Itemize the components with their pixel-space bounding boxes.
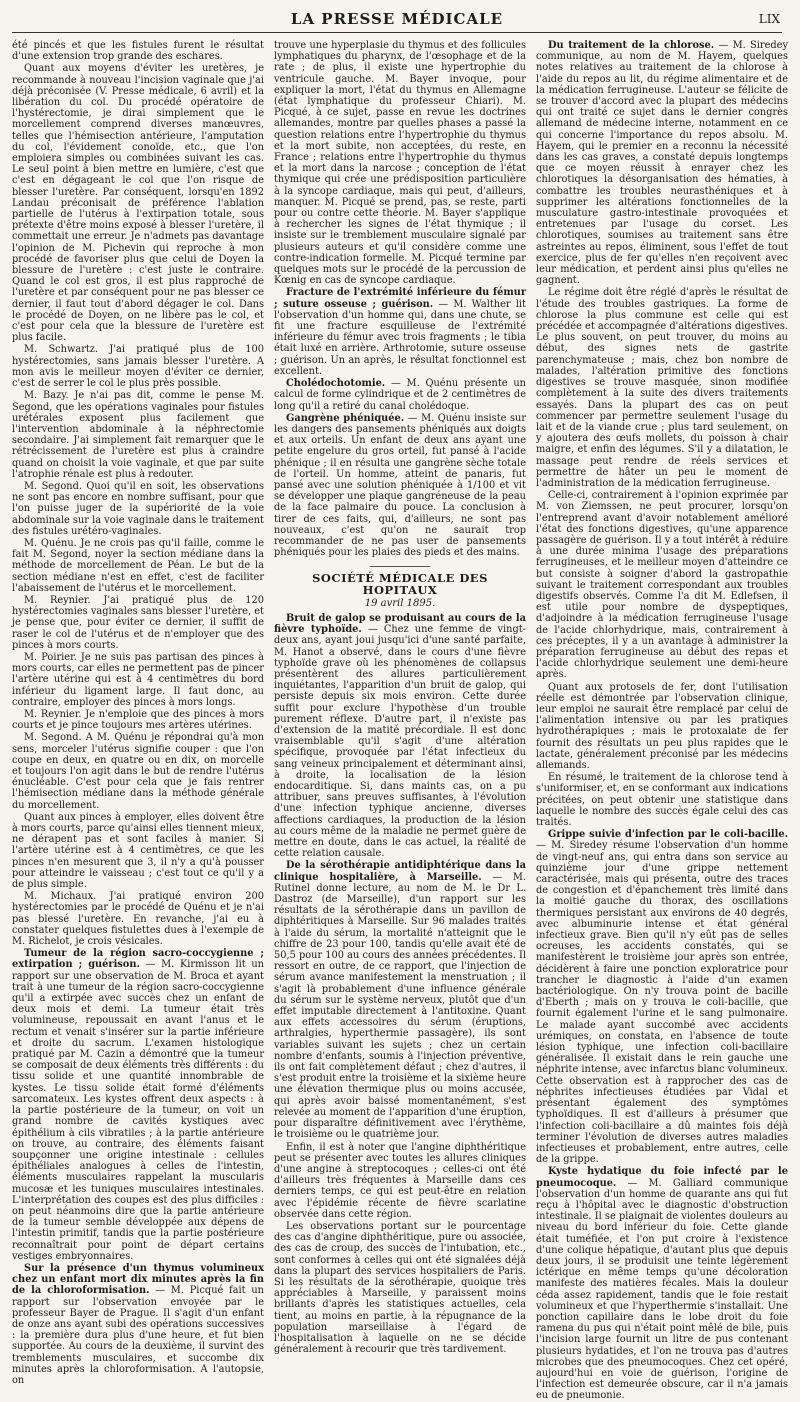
article-body: — M. Picqué fait un rapport sur l'observation envoyée par le professeur Bayer de Prague. Il s'agit d'un enfant de onze ans ayant subi des opérations successives : la première dura plus d'une heure, et fut bien supportée. Au cours de la deuxième, il survint des tremblements musculaires, et succombe dix minutes après la chloroformisation. A l'autopsie, on	[12, 1285, 264, 1386]
article-title: Kyste hydatique du foie infecté par le pneumocoque.	[536, 1166, 788, 1189]
article-title: Du traitement de la chlorose.	[548, 40, 715, 51]
paragraph: M. Segond. Quoi qu'il en soit, les observations ne sont pas encore en nombre suffisant, pour que l'on puisse juger de la supériorité de la voie abdominale sur la voie vaginale dans le traitement des fistules urétéro-vaginales.	[12, 480, 264, 537]
paragraph: Enfin, il est à noter que l'angine diphthéritique peut se présenter avec toutes les allures cliniques d'une angine à streptocoques ; celles-ci ont été d'ailleurs très fréquentes à Marseille dans ces derniers temps, ce qui est peut-être en relation avec l'épidémie récente de fièvre scarlatine observée dans cette région.	[274, 1141, 526, 1220]
paragraph: Quant aux moyens d'éviter les uretères, je recommande à nouveau l'incision vaginale que j'ai déjà préconisée (V. Presse médicale, 6 avril) et la libération du col. Du procédé opératoire de l'hystérectomie, je dirai simplement que le morcellement comprend diverses manœuvres, telles que l'hémisection antérieure, l'amputation du col, l'évidement conoïde, etc., que l'on emploiera simples ou combinées suivant les cas. Le seul point à bien mettre en lumière, c'est que c'est en dégageant le col que l'on risque de blesser l'uretère. Par conséquent, lorsqu'en 1892 Landau préconisait de préférence l'ablation partielle de l'utérus à l'extirpation totale, sous prétexte d'être moins exposé à blesser l'uretère, il commettait une erreur. Je n'admets pas davantage l'opinion de M. Pichevin qui reproche à mon procédé de favoriser plus que celui de Doyen la blessure de l'uretère : c'est juste le contraire. Quand le col est gros, il est plus rapproché de l'uretère et par conséquent pour ne pas blesser ce dernier, il faut tout d'abord dégager le col. Dans le procédé de Doyen, on ne libère pas le col, et c'est pour cela que la blessure de l'uretère est plus facile.	[12, 63, 264, 344]
paragraph: M. Michaux. J'ai pratiqué environ 200 hystérectomies par le procédé de Quénu et je n'ai pas blessé l'uretère. En revanche, j'ai eu à constater quelques fistulettes dues à l'exemple de M. Richelot, je crois vésicales.	[12, 891, 264, 948]
article-body: — M. Kirmisson lit un rapport sur une observation de M. Broca et ayant trait à une tumeur de la région sacro-coccygienne qu'il a extirpée avec succès chez un enfant de deux mois et demi. La tumeur était très volumineuse, repoussait en avant l'anus et le rectum et venait s'insérer sur la partie inférieure et droite du sacrum. L'examen histologique pratiqué par M. Cazin a démontré que la tumeur se composait de deux éléments très différents : du tissu solide et une quantité innombrable de kystes. Le tissu solide était formé d'éléments sarcomateux. Les kystes offrent deux aspects : à la partie postérieure de la tumeur, on voit un grand nombre de cavités kystiques avec épithélium à cils vibratiles ; à la partie antérieure on trouve, au contraire, des éléments faisant soupçonner une origine intestinale : cellules épithéliales analogues à celles de l'intestin, éléments musculaires rappelant la muscularis mucosæ et les tuniques musculaires intestinales. L'interprétation des coupes est des plus difficiles : on peut néanmoins dire que la partie antérieure de la tumeur semble développée aux dépens de l'intestin primitif, tandis que la partie postérieure reconnaîtrait pour point de départ certains vestiges embryonnaires.	[12, 959, 264, 1262]
article-body: — M. Quénu présente un calcul de forme cylindrique et de 2 centimètres de long qu'il a retiré du canal cholédoque.	[274, 378, 526, 412]
article-title: De la sérothérapie antidiphtérique dans la clinique hospitalière, à Marseille.	[274, 860, 526, 883]
paragraph: Le régime doit être réglé d'après le résultat de l'étude des troubles gastriques. La forme de chlorose la plus commune est celle qui est précédée et accompagnée d'altérations digestives. Le plus souvent, on peut trouver, du moins au début, des signes nets de gastrite parenchymateuse ; mais, chez bon nombre de malades, l'altération primitive des fonctions digestives se trouve masquée, sinon modifiée complètement à la suite des divers traitements essayés. Dans la plupart des cas on peut commencer par permettre seulement l'usage du lait et de la viande crue ; plus tard seulement, on y ajoutera des œufs mollets, du poisson à chair maigre, et enfin des légumes. S'il y a dilatation, le massage peut rendre de réels services et permettre de hâter un peu le moment de l'administration de la médication ferrugineuse.	[536, 287, 788, 489]
article-body: — M. Siredey résume l'observation d'un homme de vingt-neuf ans, qui entra dans son service au quinzième jour d'une grippe nettement caractérisée, mais qui présenta, outre des traces de congestion et d'épanchement très limité dans la moitié gauche du thorax, des oscillations thermiques persistant aux environs de 40 degrés, avec albuminurie intense et état général infectieux grave. Bien qu'il n'y eût pas de selles ocreuses, les accidents constatés, qui se manifestèrent le troisième jour après son entrée, décidèrent à faire une ponction exploratrice pour trancher le diagnostic à l'aide d'un examen bactériologique. On n'y trouva point de bacille d'Eberth ; mais on y trouva le coli-bacille, que fournit également l'urine et le sang pulmonaire. Le malade ayant succombé avec accidents urémiques, on constata, en l'absence de toute lésion typhique, une infection coli-bacillaire généralisée. Il existait dans le rein gauche une néphrite intense, avec infarctus blanc volumineux. Cette observation est à rapprocher des cas de néphrites infectieuses étudiées par Vidal et présentant également des symptômes typhoïdiques. Il est d'ailleurs à présumer que l'infection coli-bacillaire a dû maintes fois déjà terminer l'évolution de diverses autres maladies infectieuses et probablement, entre autres, celle de la grippe.	[536, 840, 788, 1166]
article-title: Sur la présence d'un thymus volumineux chez un enfant mort dix minutes après la fin de la chloroformisation.	[12, 1262, 264, 1297]
column-3	[536, 40, 788, 1402]
paragraph: trouve une hyperplasie du thymus et des follicules lymphatiques du pharynx, de l'œsophage et de la rate ; de plus, il existe une hypertrophie du ventricule gauche. M. Bayer invoque, pour expliquer la mort, l'état du thymus en Allemagne (état lymphatique du professeur Chiari). M. Picqué, à ce sujet, passe en revue les doctrines allemandes, montre par quelles phases a passé la question relations entre l'hypertrophie du thymus et la mort subite, non acceptées, du reste, en France ; relations entre l'hypertrophie du thymus et la mort dans la narcose ; conception de l'état thymique qui crée une prédisposition particulière à la syncope cardiaque, mais qui peut, d'ailleurs, manquer. M. Picqué se prend, pas, se reste, parti pour ou contre cette théorie. M. Bayer s'applique à rechercher les signes de l'état thymique ; il insiste sur le tremblement musculaire signalé par plusieurs auteurs et qu'il considère comme une contre-indication formelle. M. Picqué termine par quelques mots sur le procédé de la percussion de Kœnig en cas de syncope cardiaque.	[274, 40, 526, 287]
paragraph: M. Bazy. Je n'ai pas dit, comme le pense M. Segond, que les opérations vaginales pour fistules urétérales exposent plus facilement que l'intervention abdominale à la néphrectomie secondaire. J'ai simplement fait remarquer que le rétrécissement de l'uretère est plus à craindre quand on choisit la voie vaginale, et que par suite l'atrophie rénale est plus à redouter.	[12, 390, 264, 480]
paragraph: Quant aux protosels de fer, dont l'utilisation réelle est démontrée par l'observation clinique, leur emploi ne saurait être remplacé par celui de l'alimentation intensive ou par les pratiques hydrothérapiques ; mais le protoxalate de fer fournit des résultats un peu plus rapides que le lactate, généralement préconisé par les médecins allemands.	[536, 681, 788, 771]
article	[12, 1263, 264, 1386]
article	[536, 829, 788, 1165]
article-body: — Chez une femme de vingt-deux ans, ayant joui jusqu'ici d'une santé parfaite, M. Hanot a observé, dans le cours d'une fièvre typhoïde grave où les phénomènes de collapsus présentèrent des allures particulièrement inquiétantes, l'apparition d'un bruit de galop, qui persiste depuis six mois environ. Cette durée suffit pour exclure l'hypothèse d'un trouble purement réflexe. D'autre part, il n'existe pas d'extension de la matité précordiale. Il est donc vraisemblable qu'il s'agit d'une altération spécifique, provoquée par l'état infectieux du sang veineux principalement et déterminant ainsi, à droite, la localisation de la lésion endocarditique. Si, dans maints cas, on a pu attribuer, sans preuves suffisantes, à l'évolution d'une infection typhique ancienne, diverses affections cardiaques, la production de la lésion au cours même de la maladie ne permet guère de mettre en doute, dans le cas actuel, la réalité de cette relation causale.	[274, 624, 526, 860]
article-body: — M. Quénu insiste sur les dangers des pansements phéniqués aux doigts et aux orteils. Un enfant de deux ans ayant une petite engelure du gros orteil, fut pansé à l'acide phénique ; il en résulta une gangrène sèche totale de l'orteil. Un homme, atteint de panaris, fut pansé avec une solution phéniquée à 1/100 et vit se développer une plaque gangréneuse de la peau de la face palmaire du pouce. La conclusion à tirer de ces faits, qui, d'ailleurs, ne sont pas nouveaux, c'est qu'on ne saurait trop recommander de ne pas user de pansements phéniqués pour les plaies des pieds et des mains.	[274, 412, 526, 559]
article	[274, 378, 526, 412]
paragraph: M. Segond. A M. Quénu je répondrai qu'à mon sens, morceler l'utérus signifie couper : que l'on coupe en deux, en quatre ou en dix, on morcelle et toujours l'on agit dans le but de rendre l'utérus énucléable. C'est pour cela que je fais rentrer l'hémisection médiane dans la méthode générale du morcellement.	[12, 732, 264, 811]
page-header	[12, 10, 782, 33]
paragraph: Celle-ci, contrairement à l'opinion exprimée par M. von Ziemssen, ne peut procurer, lorsqu'on l'entreprend avant d'avoir notablement amélioré l'état des fonctions digestives, qu'une apparence passagère de guérison. Il y a tout intérêt à réduire à une durée minima l'usage des préparations ferrugineuses, et le meilleur moyen d'atteindre ce but consiste à soigner d'abord la gastropathie suivant le traitement correspondant aux troubles digestifs observés. Comme l'a dit M. Edlefsen, il est utile pour nombre de dyspeptiques, d'adjoindre à la médication ferrugineuse l'usage de l'acide chlorhydrique, mais, contrairement à ces préceptes, il y a un avantage à administrer la préparation ferrugineuse au début des repas et l'acide chlorhydrique seulement une demi-heure après.	[536, 490, 788, 681]
paragraph: En résumé, le traitement de la chlorose tend à s'uniformiser, et, en se conformant aux indications précitées, on peut obtenir une statistique dans laquelle le nombre des succès égale celui des cas traités.	[536, 772, 788, 829]
article	[274, 413, 526, 559]
article-title: Gangrène phéniquée.	[286, 412, 405, 424]
article-body: — M. Galliard communique l'observation d'un homme de quarante ans qui fut reçu à l'hôpital avec le diagnostic d'obstruction intestinale. Il se plaignait de violentes douleurs au niveau du bord inférieur du foie. Cette glande était tuméfiée, et l'on put croire à l'existence d'une colique hépatique, d'autant plus que depuis deux jours, il se produisit une teinte légèrement ictérique en même temps qu'une décoloration manifeste des matières fécales. Mais la douleur céda assez rapidement, tandis que le foie restait volumineux et que l'hyperthermie s'installait. Une ponction capillaire dans le lobe droit du foie ramena du pus qui n'était point mêlé de bile, puis l'incision large fournit un litre de pus contenant plusieurs hydatides, et l'on ne trouva pas d'autres microbes que des pneumocoques. Chez cet opéré, aujourd'hui en voie de guérison, l'origine de l'infection est demeurée obscure, car il n'a jamais eu de pneumonie.	[536, 1177, 788, 1402]
paragraph: M. Quénu. Je ne crois pas qu'il faille, comme le fait M. Segond, noyer la section médiane dans la méthode de morcellement de Péan. Le but de la section médiane n'est en effet, c'est de faciliter l'abaissement de l'utérus et le morcellement.	[12, 537, 264, 594]
article-title: Bruit de galop se produisant au cours de la fièvre typhoïde.	[274, 612, 526, 636]
article	[274, 613, 526, 859]
article-body: — M. Walther lit l'observation d'un homme qui, dans une chute, se fit une fracture esquilleuse de l'extrémité inférieure du fémur avec trois fragments ; le tibia était luxé en arrière. Arthrotomie, suture osseuse ; guérison. Un an après, le résultat fonctionnel est excellent.	[274, 298, 526, 377]
paragraph: M. Reynier. Je n'emploie que des pinces à mors courts et je pince toujours mes artères utérines.	[12, 708, 264, 732]
article	[274, 287, 526, 377]
divider	[370, 566, 430, 567]
article	[12, 948, 264, 1262]
paragraph: Les observations portant sur le pourcentage des cas d'angine diphthéritique, pure ou associée, des cas de croup, des succès de l'intubation, etc., sont conformes à celles qui ont été signalées déjà dans la plupart des services hospitaliers de Paris. Si les résultats de la sérothérapie, quoique très appréciables à Marseille, y paraissent moins brillants d'après les statistiques actuelles, cela tient, au moins en partie, à la répugnance de la population marseillaise à l'égard de l'hospitalisation à laquelle on ne se décide généralement à recourir que très tardivement.	[274, 1220, 526, 1356]
article-title: Fracture de l'extrémité inférieure du fémur ; suture osseuse ; guérison.	[274, 287, 526, 310]
paragraph: Quant aux pinces à employer, elles doivent être à mors courts, parce qu'ainsi elles tiennent mieux, ne dérapent pas et sont faciles à manier. Si l'artère utérine est à 4 centimètres, ce que les pinces n'en mesurent que 3, il n'y a qu'à pousser pour atteindre le vaisseau ; c'est tout ce qu'il y a de plus simple.	[12, 811, 264, 891]
article-body: — M. Siredey communique, au nom de M. Hayem, quelques notes relatives au traitement de la chlorose à l'aide du repos au lit, du régime alimentaire et de la médication ferrugineuse. L'auteur se félicite de se trouver d'accord avec la plupart des médecins qui ont traité ce sujet dans le dernier congrès allemand de médecine interne, notamment en ce qui concerne l'importance du repos absolu. M. Hayem, qui le premier en a reconnu la nécessité dans les cas graves, a constaté depuis longtemps que ce moyen réussit à enrayer chez les chlorotiques la désorganisation des hématies, à combattre les troubles neurasthéniques et à supprimer les altérations fonctionnelles de la musculature gastro-intestinale provoquées et entretenues par l'usage du corset. Les chlorotiques, soumises au traitement sans être astreintes au repos, éliminent, sous l'effet de tout exercice, plus de fer qu'elles n'en reçoivent avec leur médication, et perdent ainsi plus qu'elles ne gagnent.	[536, 40, 788, 287]
paragraph: été pincés et que les fistules furent le résultat d'une extension trop grande des eschares.	[12, 40, 264, 63]
article-title: Cholédochotomie.	[286, 378, 386, 390]
paragraph: M. Reynier. J'ai pratiqué plus de 120 hystérectomies vaginales sans blesser l'uretère, et je pense que, pour éviter ce dernier, il suffit de raser le col de l'utérus et de n'employer que des pinces à mors courts.	[12, 594, 264, 651]
column-1	[12, 40, 264, 1386]
page-number: LIX	[758, 12, 780, 26]
society-title: SOCIÉTÉ MÉDICALE DES HOPITAUX	[312, 571, 488, 597]
article	[536, 40, 788, 286]
article	[536, 1166, 788, 1401]
article-body: — M. Rutinel donne lecture, au nom de M. le Dr L. Dastroz (de Marseille), d'un rapport sur les résultats de la sérothérapie dans un pavillon de diphtéritiques à Marseille. Sur 96 malades traités à l'aide du sérum, la mortalité n'atteignit que le chiffre de 23 pour 100, tandis qu'elle avait été de 50,5 pour 100 au cours des années précédentes. Il ressort en outre, de ce rapport, que l'injection de sérum avance manifestement la menstruation ; il s'agit là probablement d'une influence générale du sérum sur le système nerveux, plutôt que d'un effet imputable directement à l'antitoxine. Quant aux effets accessoires du sérum (éruptions, arthralgies, hyperthermie passagère), ils sont variables suivant les sujets ; chez un certain nombre d'enfants, soumis à l'injection préventive, ils ont fait complètement défaut ; chez d'autres, il s'est produit entre la troisième et la sixième heure une élévation thermique plus ou moins accusée, qui après avoir baissé momentanément, s'est relevée au moment de l'apparition d'une éruption, pour disparaître définitivement avec l'érythème, le troisième ou le quatrième jour.	[274, 871, 526, 1141]
paragraph: M. Poirier. Je ne suis pas partisan des pinces à mors courts, car elles ne permettent pas de pincer l'artère utérine qui est à 4 centimètres du bord inférieur du ligament large. Il faut donc, au contraire, employer des pinces à mors longs.	[12, 651, 264, 708]
paragraph: M. Schwartz. J'ai pratiqué plus de 100 hystérectomies, sans jamais blesser l'uretère. A mon avis le meilleur moyen d'éviter ce dernier, c'est de serrer le col le plus près possible.	[12, 344, 264, 390]
journal-title: LA PRESSE MÉDICALE	[290, 10, 504, 28]
article-title: Grippe suivie d'infection par le coli-bacille.	[548, 829, 788, 841]
article	[274, 860, 526, 1140]
column-2	[274, 40, 526, 1356]
society-date: 19 avril 1895.	[364, 597, 436, 609]
article-title: Tumeur de la région sacro-coccygienne ; extirpation ; guérison.	[12, 948, 264, 971]
